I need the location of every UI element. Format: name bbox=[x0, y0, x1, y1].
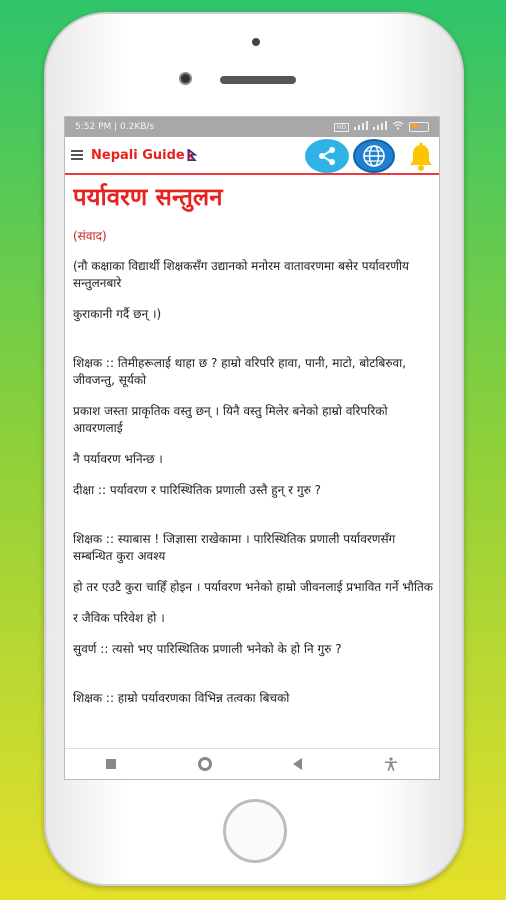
paragraph: शिक्षक :: स्याबास ! जिज्ञासा राखेकामा । पारिस्थितिक प्रणाली पर्यावरणसँग सम्बन्धित कुरा अवश्य bbox=[73, 532, 396, 563]
share-icon bbox=[317, 146, 337, 166]
paragraph: हो तर एउटै कुरा चाहिँ होइन । पर्यावरण भनेको हाम्रो जीवनलाई प्रभावित गर्ने भौतिक bbox=[73, 580, 434, 594]
app-bar bbox=[65, 137, 439, 175]
paragraph: नै पर्यावरण भनिन्छ । bbox=[73, 452, 163, 466]
paragraph: र जैविक परिवेश हो । bbox=[73, 611, 165, 625]
paragraph: (नौ कक्षाका विद्यार्थी शिक्षकसँग उद्यानको मनोरम वातावरणमा बसेर पर्यावरणीय सन्तुलनबारे bbox=[73, 259, 410, 290]
home-icon[interactable] bbox=[198, 757, 212, 771]
paragraph: शिक्षक :: तिमीहरूलाई थाहा छ ? हाम्रो वरिपरि हावा, पानी, माटो, बोटबिरुवा, जीवजन्तु, सूर्यको bbox=[73, 356, 407, 387]
sensor-dot bbox=[252, 38, 260, 46]
nepal-flag-icon bbox=[187, 149, 197, 161]
paragraph: दीक्षा :: पर्यावरण र पारिस्थितिक प्रणाली उस्तै हुन् र गुरु ? bbox=[73, 483, 321, 497]
home-button[interactable] bbox=[223, 799, 287, 863]
paragraph: कुराकानी गर्दै छन् ।) bbox=[73, 307, 162, 321]
globe-icon bbox=[362, 144, 386, 168]
android-nav-bar bbox=[65, 748, 439, 779]
paragraph: प्रकाश जस्ता प्राकृतिक वस्तु छन् । यिनै वस्तु मिलेर बनेको हाम्रो वरिपरिको आवरणलाई bbox=[73, 404, 388, 435]
wifi-icon bbox=[392, 121, 404, 133]
battery-icon bbox=[409, 122, 429, 132]
share-button[interactable] bbox=[305, 139, 349, 173]
paragraph: शिक्षक :: हाम्रो पर्यावरणका विभिन्न तत्वका बिचको bbox=[73, 691, 290, 705]
notification-button[interactable] bbox=[405, 141, 437, 173]
signal-icon bbox=[354, 121, 368, 133]
hd-icon: HD bbox=[334, 123, 349, 132]
globe-button[interactable] bbox=[353, 139, 395, 173]
accessibility-icon[interactable] bbox=[384, 757, 398, 771]
back-icon[interactable] bbox=[293, 758, 302, 770]
app-screen bbox=[64, 116, 440, 780]
earpiece-speaker bbox=[220, 76, 296, 84]
article-content bbox=[73, 181, 435, 751]
paragraph: सुवर्ण :: त्यसो भए पारिस्थितिक प्रणाली भनेको के हो नि गुरु ? bbox=[73, 642, 342, 656]
article-title: पर्यावरण सन्तुलन bbox=[73, 183, 223, 211]
app-title: Nepali Guide bbox=[91, 147, 185, 163]
front-camera bbox=[179, 72, 192, 85]
article-subtitle: (संवाद) bbox=[73, 229, 107, 243]
status-icons bbox=[334, 121, 429, 133]
signal-icon-2 bbox=[373, 121, 387, 133]
status-bar bbox=[65, 117, 439, 137]
status-time: 5:52 PM | 0.2KB/s bbox=[75, 122, 155, 132]
menu-icon[interactable] bbox=[71, 150, 83, 160]
bell-icon bbox=[406, 142, 436, 172]
recent-apps-icon[interactable] bbox=[106, 759, 116, 769]
